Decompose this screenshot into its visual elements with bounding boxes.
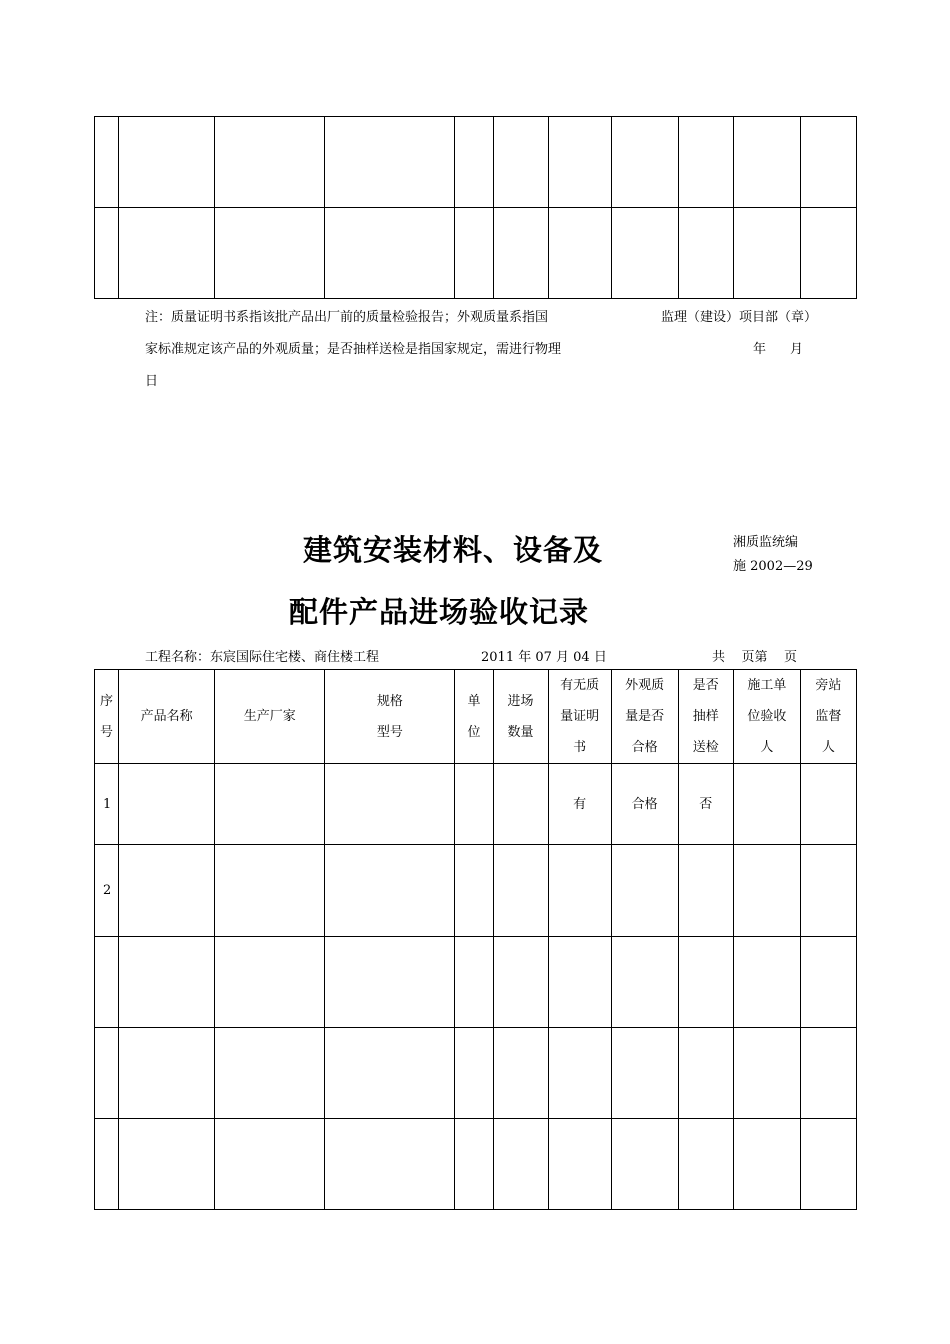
row-cert: 有: [548, 764, 611, 845]
date-year-label: 年: [753, 342, 767, 357]
row-sample: [678, 1028, 733, 1119]
note-line-3: 日: [145, 374, 159, 389]
header-unit: 单 位: [455, 670, 493, 764]
page-title-line-1: 建筑安装材料、设备及: [303, 533, 604, 567]
row-seq: 1: [95, 764, 119, 845]
doc-code-line-2: 施 2002—29: [733, 559, 813, 574]
header-qty: 进场 数量: [493, 670, 548, 764]
acceptance-record-table: [94, 669, 857, 1210]
header-cert: 有无质 量证明 书: [548, 670, 611, 764]
supervisor-seal-label: 监理（建设）项目部（章）: [661, 310, 818, 325]
header-spec: 规格 型号: [325, 670, 455, 764]
table-row: [95, 1028, 857, 1119]
page-title-line-2: 配件产品进场验收记录: [289, 595, 590, 629]
table-row: [95, 1119, 857, 1210]
row-seq: [95, 937, 119, 1028]
row-sample: [678, 845, 733, 937]
header-seq: 序 号: [95, 670, 119, 764]
row-appearance: [611, 1119, 678, 1210]
header-appearance: 外观质 量是否 合格: [611, 670, 678, 764]
header-witness: 旁站 监督 人: [800, 670, 856, 764]
row-cert: [548, 845, 611, 937]
project-name: 工程名称：东宸国际住宅楼、商住楼工程: [145, 650, 380, 665]
table-row: [95, 208, 857, 299]
page-counter: 共 页第 页: [712, 650, 798, 665]
table-row: [95, 764, 857, 845]
row-sample: [678, 937, 733, 1028]
table-row: [95, 117, 857, 208]
row-sample: 否: [678, 764, 733, 845]
row-sample: [678, 1119, 733, 1210]
previous-page-table: [94, 116, 857, 299]
date-month-label: 月: [790, 342, 804, 357]
table-row: [95, 845, 857, 937]
table-row: [95, 937, 857, 1028]
header-product: 产品名称: [119, 670, 215, 764]
row-cert: [548, 1119, 611, 1210]
header-maker: 生产厂家: [215, 670, 325, 764]
note-line-2: 家标准规定该产品的外观质量；是否抽样送检是指国家规定，需进行物理: [145, 342, 562, 357]
row-cert: [548, 1028, 611, 1119]
row-appearance: 合格: [611, 764, 678, 845]
header-sample: 是否 抽样 送检: [678, 670, 733, 764]
row-seq: [95, 1028, 119, 1119]
row-cert: [548, 937, 611, 1028]
record-date: 2011 年 07 月 04 日: [481, 650, 607, 665]
row-appearance: [611, 1028, 678, 1119]
row-appearance: [611, 845, 678, 937]
row-appearance: [611, 937, 678, 1028]
row-seq: 2: [95, 845, 119, 937]
table-header-row: [95, 670, 857, 764]
header-contractor: 施工单 位验收 人: [733, 670, 800, 764]
note-line-1: 注：质量证明书系指该批产品出厂前的质量检验报告；外观质量系指国: [145, 310, 549, 325]
row-seq: [95, 1119, 119, 1210]
doc-code-line-1: 湘质监统编: [733, 535, 799, 550]
